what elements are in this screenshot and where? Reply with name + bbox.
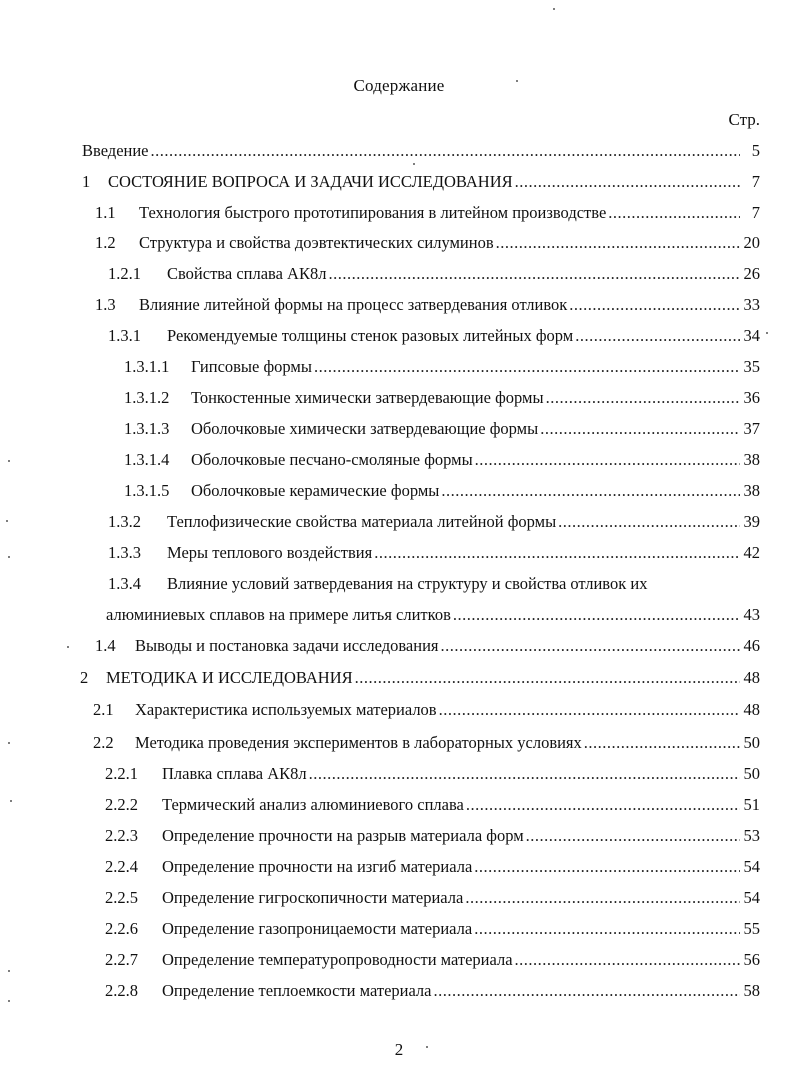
toc-entry-title: Влияние условий затвердевания на структуру и свойства отливок их [167,574,648,593]
dot-leader [608,201,740,225]
toc-entry-line [167,541,760,565]
toc-entry-number: 2.2.5 [105,888,138,907]
toc-entry-line [139,231,760,255]
toc-entry-title: Определение газопроницаемости материала [162,919,473,938]
toc-entry-title: МЕТОДИКА И ИССЛЕДОВАНИЯ [106,668,353,687]
toc-entry-title: Методика проведения экспериментов в лабораторных условиях [135,733,582,752]
toc-entry-number: 2.1 [93,700,114,719]
toc-entry-page: 54 [743,888,760,907]
toc-entry-line [191,355,760,379]
toc-entry-title: Плавка сплава АК8л [162,764,307,783]
toc-entry-page: 34 [743,326,760,345]
toc-entry-title: Влияние литейной формы на процесс затвердевания отливок [139,295,568,314]
dot-leader [434,979,741,1003]
toc-entry-line [106,603,760,627]
toc-entry-number: 1.3.4 [108,574,141,593]
toc-entry-title: Оболочковые керамические формы [191,481,440,500]
toc-entry-page: 50 [743,733,760,752]
dot-leader [355,666,740,690]
toc-entry [0,355,798,379]
dot-leader [441,479,740,503]
toc-entry-number: 1.2.1 [108,264,141,283]
toc-entry-number: 2.2 [93,733,114,752]
scan-speck [8,742,10,744]
toc-entry-page: 43 [743,605,760,624]
toc-entry-number: 2.2.2 [105,795,138,814]
toc-entry-title: Меры теплового воздействия [167,543,373,562]
toc-entry [0,698,798,722]
dot-leader [540,417,740,441]
toc-entry-line [82,139,760,163]
toc-entry-page: 7 [751,172,760,191]
toc-entry-page: 36 [743,388,760,407]
toc-entry [0,417,798,441]
toc-entry-line [162,917,760,941]
toc-entry-number: 1.3.1.3 [124,419,170,438]
toc-entry-number: 2.2.7 [105,950,138,969]
toc-entry-number: 2.2.8 [105,981,138,1000]
toc-entry-page: 20 [743,233,760,252]
page-column-header: Стр. [728,110,760,129]
dot-leader [569,293,740,317]
toc-entry [0,231,798,255]
toc-entry [0,762,798,786]
toc-entry [0,793,798,817]
dot-leader [584,731,740,755]
toc-entry-number: 1.3.1.4 [124,450,170,469]
toc-entry [0,886,798,910]
toc-entry-number: 2.2.3 [105,826,138,845]
toc-entry-page: 58 [743,981,760,1000]
toc-entry-page: 35 [743,357,760,376]
toc-entry-title: Свойства сплава АК8л [167,264,327,283]
toc-entry-line [191,479,760,503]
toc-entry-line [162,886,760,910]
toc-entry [0,479,798,503]
dot-leader [465,886,740,910]
toc-entry-page: 53 [743,826,760,845]
toc-entry-line [167,510,760,534]
dot-leader [546,386,740,410]
toc-entry-page: 38 [743,450,760,469]
toc-entry-page: 56 [743,950,760,969]
dot-leader [515,948,740,972]
toc-entry-line [162,793,760,817]
scan-speck [8,556,10,558]
toc-entry-page: 42 [743,543,760,562]
dot-leader [439,698,740,722]
toc-entry-page: 37 [743,419,760,438]
dot-leader [475,448,740,472]
scan-speck [8,970,10,972]
toc-entry-page: 48 [743,700,760,719]
toc-entry [0,386,798,410]
toc-entry-title: Структура и свойства доэвтектических силуминов [139,233,494,252]
scan-speck [553,8,555,10]
toc-entry [0,293,798,317]
toc-entry-page: 46 [743,636,760,655]
dot-leader [466,793,740,817]
dot-leader [309,762,740,786]
toc-entry-number: 1.3.1.5 [124,481,170,500]
toc-entry-number: 2.2.1 [105,764,138,783]
dot-leader [441,634,740,658]
toc-entry-line [108,170,760,194]
toc-entry [0,979,798,1003]
toc-entry-number: 1.3.1 [108,326,141,345]
toc-entry [0,510,798,534]
toc-entry [0,448,798,472]
toc-entry-page: 50 [743,764,760,783]
toc-entry [0,139,798,163]
toc-entry-number: 1 [82,172,91,191]
toc-entry-page: 38 [743,481,760,500]
toc-entry-line [162,824,760,848]
toc-entry-number: 1.1 [95,203,116,222]
toc-entry-line [191,417,760,441]
toc-entry-page: 33 [743,295,760,314]
toc-entry-line [135,731,760,755]
toc-entry-number: 1.3.3 [108,543,141,562]
toc-entry-line [191,448,760,472]
dot-leader [496,231,740,255]
toc-entry-title: алюминиевых сплавов на примере литья слитков [106,605,451,624]
toc-entry [0,855,798,879]
toc-entry-page: 51 [743,795,760,814]
toc-entry-line [139,293,760,317]
toc-entry [0,324,798,348]
toc-entry-title: Теплофизические свойства материала литейной формы [167,512,557,531]
dot-leader [374,541,740,565]
toc-entry-title: Термический анализ алюминиевого сплава [162,795,464,814]
toc-entry-title: Определение гигроскопичности материала [162,888,464,907]
toc-entry [0,824,798,848]
dot-leader [151,139,740,163]
toc-entry-title: Определение теплоемкости материала [162,981,432,1000]
toc-entry-line [135,634,760,658]
scan-speck [8,460,10,462]
toc-entry-number: 1.3.1.2 [124,388,170,407]
scan-speck [6,520,8,522]
toc-entry-title: Оболочковые химически затвердевающие формы [191,419,539,438]
toc-entry [0,262,798,286]
toc-entry [0,731,798,755]
toc-entry [0,634,798,658]
scan-speck [10,800,12,802]
scan-speck [426,1046,428,1048]
toc-entry-title: Определение прочности на разрыв материала форм [162,826,524,845]
page-title: Содержание [353,76,445,95]
toc-entry-number: 2.2.4 [105,857,138,876]
toc-entry-page: 39 [743,512,760,531]
toc-entry-line [135,698,760,722]
toc-entry-title: Определение температуропроводности материала [162,950,513,969]
toc-entry-title: Оболочковые песчано-смоляные формы [191,450,473,469]
page-number: 2 [394,1040,404,1059]
toc-entry-number: 1.2 [95,233,116,252]
toc-entry-page: 48 [743,668,760,687]
toc-entry-page: 54 [743,857,760,876]
toc-entry-line [167,324,760,348]
toc-entry-line [162,948,760,972]
toc-entry-number: 1.3.1.1 [124,357,170,376]
toc-entry-page: 7 [751,203,760,222]
toc-entry-number: 2 [80,668,89,687]
toc-entry-title: Технология быстрого прототипирования в литейном производстве [139,203,607,222]
toc-entry [0,170,798,194]
dot-leader [453,603,740,627]
scan-speck [8,1000,10,1002]
scan-speck [766,332,768,334]
toc-entry-line [167,262,760,286]
toc-entry [0,948,798,972]
toc-entry [0,201,798,225]
toc-entry-title: Характеристика используемых материалов [135,700,437,719]
toc-entry-continuation [0,603,798,627]
toc-entry-line [162,979,760,1003]
toc-entry-line [139,201,760,225]
dot-leader [328,262,740,286]
toc-entry-title: Гипсовые формы [191,357,312,376]
toc-entry-title: Рекомендуемые толщины стенок разовых литейных форм [167,326,574,345]
dot-leader [558,510,740,534]
toc-entry-number: 1.3.2 [108,512,141,531]
toc-entry-number: 1.4 [95,636,116,655]
toc-entry [0,572,798,596]
toc-entry-line [191,386,760,410]
toc-entry-title: Тонкостенные химически затвердевающие формы [191,388,544,407]
toc-entry-page: 5 [751,141,760,160]
toc-entry-page: 26 [743,264,760,283]
toc-entry-line [162,855,760,879]
toc-entry-title: СОСТОЯНИЕ ВОПРОСА И ЗАДАЧИ ИССЛЕДОВАНИЯ [108,172,513,191]
dot-leader [474,917,740,941]
dot-leader [474,855,740,879]
toc-entry [0,541,798,565]
dot-leader [575,324,740,348]
toc-entry-title: Выводы и постановка задачи исследования [135,636,439,655]
toc-entry-line [106,666,760,690]
dot-leader [515,170,740,194]
toc-entry-number: 1.3 [95,295,116,314]
dot-leader [314,355,740,379]
dot-leader [526,824,740,848]
toc-entry-title: Определение прочности на изгиб материала [162,857,473,876]
toc-entry-line [162,762,760,786]
scan-speck [67,646,69,648]
toc-entry [0,917,798,941]
scan-speck [516,80,518,82]
scan-speck [413,163,415,165]
toc-entry-number: 2.2.6 [105,919,138,938]
toc-entry [0,666,798,690]
toc-entry-title: Введение [82,141,149,160]
toc-entry-page: 55 [743,919,760,938]
